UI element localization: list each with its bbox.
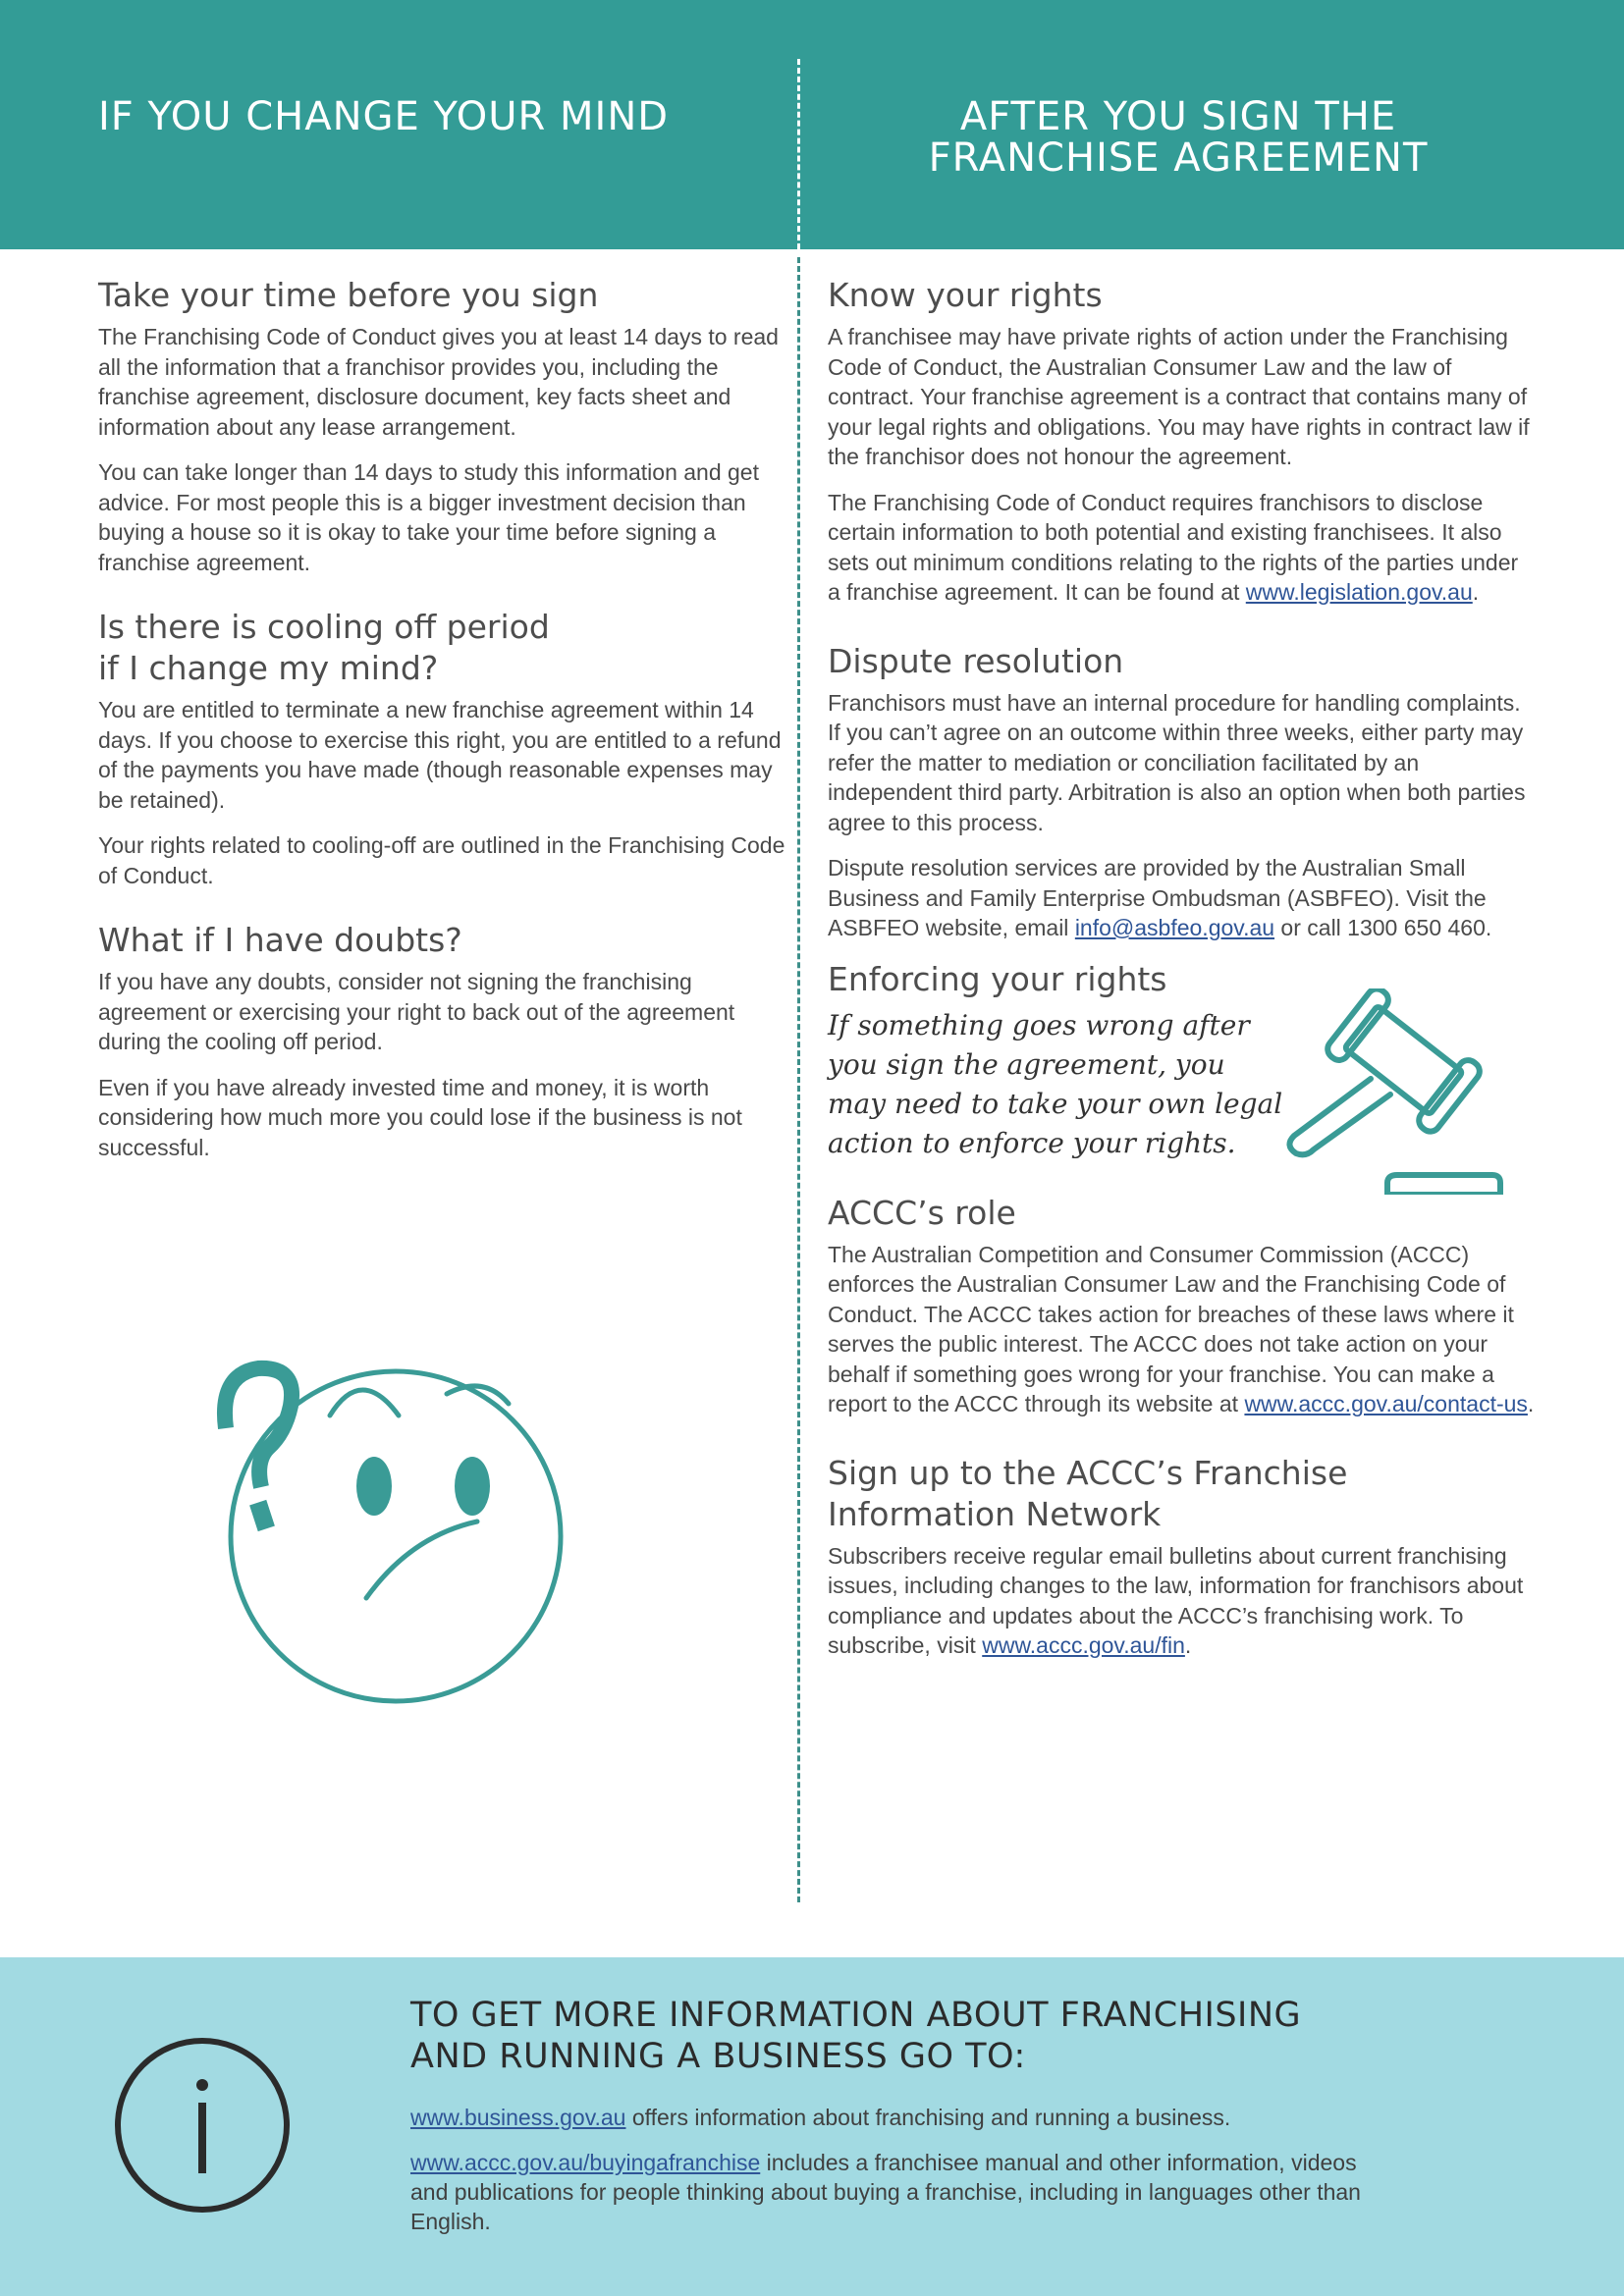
paragraph-text: The Australian Competition and Consumer Commission (ACCC) enforces the Australian Consumer Law and the Franchising Code of Conduct. The ACCC takes action for breaches of these laws where it serves the public interest. The ACCC does not take action on your behalf if something goes wrong for your franchise. You can make a report to the ACCC through its website at: [828, 1241, 1514, 1416]
right-column-title: [825, 96, 1532, 179]
paragraph-text: The Franchising Code of Conduct requires franchisors to disclose certain information to both potential and existing franchisees. It also sets out minimum conditions relating to the rights of the parties under a franchise agreement. It can be found at: [828, 489, 1519, 605]
right-eye: [455, 1457, 490, 1516]
paragraph-end: .: [1527, 1391, 1535, 1416]
paragraph-text: Dispute resolution services are provided by the Australian Small Business and Family Enterprise Ombudsman (ASBFEO). Visit the ASBFEO website, email: [828, 855, 1487, 940]
accc-contact-link[interactable]: www.accc.gov.au/contact-us: [1244, 1391, 1528, 1416]
left-column-title: IF YOU CHANGE YOUR MIND: [98, 94, 670, 139]
legislation-link[interactable]: www.legislation.gov.au: [1245, 579, 1473, 605]
paragraph-end: .: [1472, 579, 1480, 605]
section-heading: [98, 607, 791, 689]
paragraph: The Franchising Code of Conduct gives you at least 14 days to read all the information that a franchisor provides you, including the franchise agreement, disclosure document, key facts sheet and information about any lease arrangement.: [98, 324, 779, 440]
section-take-your-time: [98, 275, 791, 577]
heading-line2: if I change my mind?: [98, 649, 439, 687]
paragraph: [828, 1541, 1535, 1661]
paragraph-text: Subscribers receive regular email bulletins about current franchising issues, including changes to the law, information for franchisors about compliance and updates about the ACCC’s franchising work. To subscribe, visit: [828, 1542, 1524, 1658]
paragraph: [828, 488, 1535, 608]
heading-line1: Sign up to the ACCC’s Franchise: [828, 1453, 1348, 1492]
section-sign-up: [828, 1453, 1535, 1661]
section-heading: What if I have doubts?: [98, 921, 462, 959]
footer-item: [410, 2148, 1392, 2236]
footer-content: [410, 1995, 1392, 2252]
page-header: [0, 0, 1624, 249]
paragraph: Even if you have already invested time and money, it is worth considering how much more you could lose if the business is not successful.: [98, 1074, 742, 1160]
left-eyebrow: [330, 1390, 399, 1415]
accc-fin-link[interactable]: www.accc.gov.au/fin: [982, 1632, 1185, 1658]
confused-face-icon: [214, 1355, 587, 1708]
info-icon: [113, 2036, 292, 2215]
asbfeo-email-link[interactable]: info@asbfeo.gov.au: [1074, 915, 1275, 940]
footer-heading-line2: AND RUNNING A BUSINESS GO TO:: [410, 2037, 1026, 2076]
paragraph: You can take longer than 14 days to study this information and get advice. For most people this is a bigger investment decision than buying a house so it is okay to take your time before signing a franchise agreement.: [98, 459, 759, 575]
section-heading: Take your time before you sign: [98, 276, 599, 314]
footer-item-text: includes a franchisee manual and other information, videos and publications for people thinking about buying a franchise, including in languages other than English.: [410, 2150, 1361, 2234]
right-title-line1: AFTER YOU SIGN THE: [959, 94, 1397, 139]
section-heading: Know your rights: [828, 276, 1103, 314]
left-column: [98, 275, 791, 1192]
footer-item: [410, 2103, 1392, 2132]
heading-line2: Information Network: [828, 1494, 1162, 1533]
business-gov-link[interactable]: www.business.gov.au: [410, 2105, 626, 2130]
section-heading: Dispute resolution: [828, 641, 1124, 680]
enforce-quote: If something goes wrong after you sign the agreement, you may need to take your own legal action to enforce your rights.: [828, 1008, 1283, 1159]
section-enforcing-rights: [828, 959, 1535, 1173]
section-dispute-resolution: [828, 641, 1535, 943]
left-eye: [356, 1457, 392, 1516]
column-divider: [797, 257, 800, 1902]
paragraph-end: or call 1300 650 460.: [1274, 915, 1492, 940]
right-column: [828, 275, 1535, 1694]
footer-heading-line1: TO GET MORE INFORMATION ABOUT FRANCHISING: [410, 1996, 1302, 2035]
section-heading: [828, 1453, 1535, 1535]
section-know-your-rights: [828, 275, 1535, 608]
right-title-line2: FRANCHISE AGREEMENT: [928, 135, 1429, 181]
enforce-block: [828, 1006, 1535, 1173]
paragraph: [828, 1240, 1535, 1419]
section-accc-role: [828, 1193, 1535, 1419]
header-divider: [797, 59, 800, 249]
info-footer: [0, 1957, 1624, 2296]
paragraph: Franchisors must have an internal procedure for handling complaints. If you can’t agree on an outcome within three weeks, either party may refer the matter to mediation or conciliation facilitated by an independent third party. Arbitration is also an option when both parties agree to this process.: [828, 689, 1526, 835]
frown-mouth: [366, 1522, 477, 1598]
section-doubts: [98, 920, 791, 1162]
paragraph: A franchisee may have private rights of action under the Franchising Code of Conduct, the Australian Consumer Law and the law of contract. Your franchise agreement is a contract that contains many of your legal rights and obligations. You may have rights in contract law if the franchisor does not honour the agreement.: [828, 324, 1530, 469]
section-cooling-off: [98, 607, 791, 890]
paragraph: You are entitled to terminate a new franchise agreement within 14 days. If you choose to exercise this right, you are entitled to a refund of the payments you have made (though reasonable expenses may be retained).: [98, 697, 782, 813]
section-heading: Enforcing your rights: [828, 959, 1167, 998]
paragraph-end: .: [1184, 1632, 1192, 1658]
section-heading: ACCC’s role: [828, 1193, 1016, 1232]
footer-heading: [410, 1995, 1392, 2077]
paragraph: [828, 853, 1535, 943]
buying-franchise-link[interactable]: www.accc.gov.au/buyingafranchise: [410, 2150, 761, 2175]
paragraph: If you have any doubts, consider not signing the franchising agreement or exercising your right to back out of the agreement during the cooling off period.: [98, 969, 735, 1054]
gavel-icon: [1274, 988, 1530, 1195]
paragraph: Your rights related to cooling-off are outlined in the Franchising Code of Conduct.: [98, 832, 785, 888]
heading-line1: Is there is cooling off period: [98, 608, 550, 646]
footer-item-text: offers information about franchising and running a business.: [625, 2105, 1231, 2130]
